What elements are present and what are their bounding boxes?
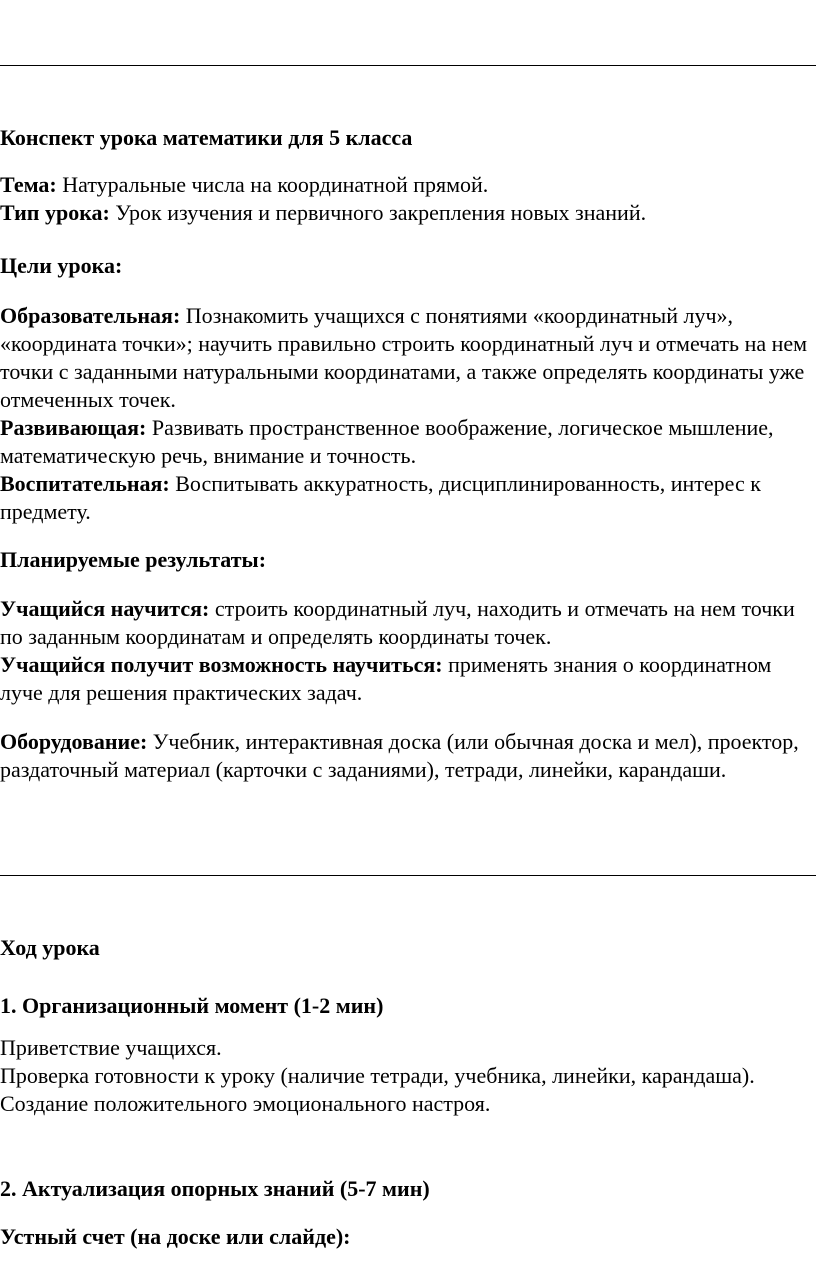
stage1-line: Создание положительного эмоционального настроя. <box>0 1091 491 1116</box>
goal-upbringing: Воспитательная: Воспитывать аккуратность, дисциплинированность, интерес к предмету. <box>0 471 761 524</box>
topic-line: Тема: Натуральные числа на координатной прямой. <box>0 172 489 197</box>
course-heading: Ход урока <box>0 935 100 960</box>
equipment: Оборудование: Учебник, интерактивная доска (или обычная доска и мел), проектор, раздаточный материал (карточки с заданиями), тетради, линейки, карандаши. <box>0 729 799 782</box>
results-list <box>0 595 812 707</box>
divider-middle <box>0 875 816 876</box>
result-learns: Учащийся научится: строить координатный луч, находить и отмечать на нем точки по заданным координатам и определять координаты точек. <box>0 596 795 649</box>
stage1-heading: 1. Организационный момент (1-2 мин) <box>0 993 384 1018</box>
lesson-type-line: Тип урока: Урок изучения и первичного закрепления новых знаний. <box>0 200 647 225</box>
stage1-line: Проверка готовности к уроку (наличие тетради, учебника, линейки, карандаша). <box>0 1063 755 1088</box>
stage1-body <box>0 1034 812 1118</box>
stage1-line: Приветствие учащихся. <box>0 1035 222 1060</box>
goal-developmental: Развивающая: Развивать пространственное воображение, логическое мышление, математическую речь, внимание и точность. <box>0 415 774 468</box>
stage2-subheading: Устный счет (на доске или слайде): <box>0 1224 351 1249</box>
goals-heading: Цели урока: <box>0 253 123 278</box>
document-title: Конспект урока математики для 5 класса <box>0 125 413 150</box>
divider-top <box>0 65 816 66</box>
goals-list <box>0 302 812 526</box>
results-heading: Планируемые результаты: <box>0 547 267 572</box>
goal-educational: Образовательная: Познакомить учащихся с понятиями «координатный луч», «координата точки»; научить правильно строить координатный луч и отмечать на нем точки с заданными натуральными координатами, а также определять координаты уже отмеченных точек. <box>0 303 808 412</box>
stage2-heading: 2. Актуализация опорных знаний (5-7 мин) <box>0 1176 430 1201</box>
result-opportunity: Учащийся получит возможность научиться: применять знания о координатном луче для решения практических задач. <box>0 652 772 705</box>
